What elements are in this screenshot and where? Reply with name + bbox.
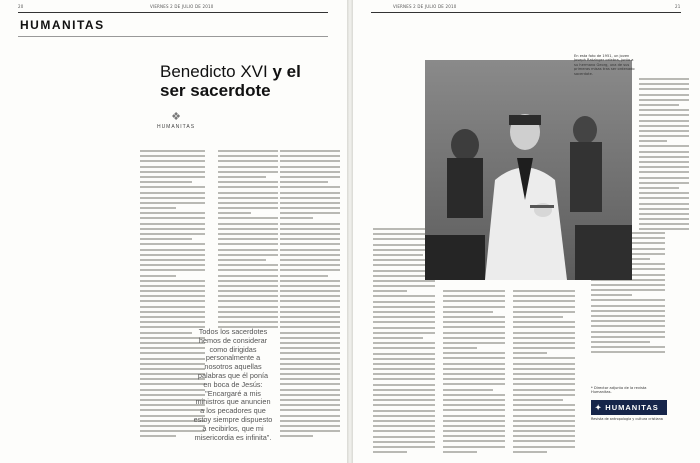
logo-wordmark: HUMANITAS (156, 124, 196, 130)
body-column-6 (513, 290, 575, 456)
header-rule-right (371, 12, 681, 13)
header-rule (18, 12, 328, 13)
ad-logo-icon: ✦ (595, 403, 603, 412)
left-page (0, 0, 347, 463)
section-rule (18, 36, 328, 37)
section-title: HUMANITAS (20, 18, 105, 32)
humanitas-ad[interactable] (591, 400, 667, 446)
photo-illustration (425, 60, 632, 280)
page-number-left: 20 (18, 4, 24, 9)
ad-tagline: Revista de antropología y cultura cristiana (591, 417, 663, 421)
headline-line2: ser sacerdote (160, 81, 271, 100)
body-column-5 (443, 290, 505, 456)
running-header-left: VIERNES 2 DE JULIO DE 2010 (150, 4, 214, 9)
body-column-3 (280, 150, 340, 441)
running-header-right: VIERNES 2 DE JULIO DE 2010 (393, 4, 457, 9)
logo-mark-icon: ❖ (171, 110, 181, 123)
body-column-8 (639, 78, 689, 234)
ad-banner (591, 400, 667, 415)
headline-main: Benedicto XVI (160, 62, 268, 81)
body-column-2 (218, 150, 278, 332)
author-footnote: * Director adjunto de la revista Humanitas. (591, 386, 647, 395)
humanitas-logo (151, 110, 201, 144)
historical-photo (425, 60, 632, 280)
ad-name: HUMANITAS (605, 403, 659, 412)
photo-caption: En esta foto de 1951, un joven Joseph Ratzinger celebra, junto a su hermano Georg, una de sus primeras misas tras ser ordenado sacerdote. (574, 54, 635, 76)
article-headline (160, 62, 340, 100)
headline-emphasis: y el (272, 62, 301, 81)
page-number-right: 21 (675, 4, 681, 9)
pull-quote: Todos los sacerdotes hemos de considerar como dirigidas personalmente a nosotros aquellas palabras que él ponía en boca de Jesús: "Encargaré a mis ministros que anuncien a los pecadores que estoy siempre dispuesto a recibirlos, que mi misericordia es infinita". (193, 327, 273, 442)
